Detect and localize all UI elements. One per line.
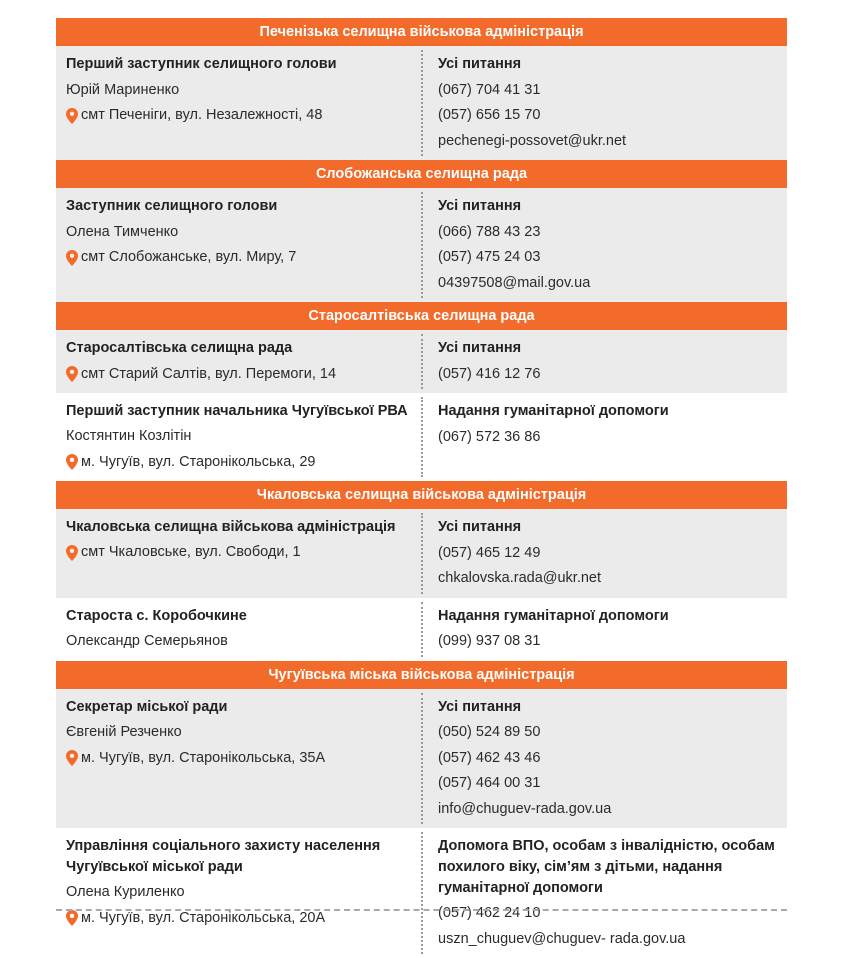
email[interactable]: pechenegi-possovet@ukr.net xyxy=(438,132,627,149)
contact-person xyxy=(56,46,422,160)
location-pin-icon xyxy=(66,250,78,266)
topic-title: Усі питання xyxy=(438,519,522,535)
contact-person xyxy=(56,509,422,598)
address-text: смт Старий Салтів, вул. Перемоги, 14 xyxy=(81,365,337,382)
contact-info xyxy=(422,509,787,598)
section-header: Старосалтівська селищна рада xyxy=(56,302,787,330)
position-title: Управління соціального захисту населення Чугуївської міської ради xyxy=(66,838,381,875)
person-name: Олена Куриленко xyxy=(66,884,185,900)
section-header: Чкаловська селищна військова адміністрація xyxy=(56,481,787,509)
position-title: Староста с. Коробочкине xyxy=(66,607,247,624)
email[interactable]: info@chuguev-rada.gov.ua xyxy=(438,800,612,817)
location-pin-icon xyxy=(66,366,78,382)
phone[interactable]: (057) 464 00 31 xyxy=(438,775,541,791)
contact-row xyxy=(56,188,787,302)
contact-person xyxy=(56,393,422,481)
contact-row xyxy=(56,46,787,160)
position-title: Перший заступник начальника Чугуївської РВА xyxy=(66,403,408,419)
address-text: м. Чугуїв, вул. Старонікольська, 20А xyxy=(81,909,326,926)
address xyxy=(66,362,422,388)
phone[interactable]: (057) 656 15 70 xyxy=(438,107,541,123)
phone[interactable]: (067) 704 41 31 xyxy=(438,81,541,98)
topic-title: Усі питання xyxy=(438,198,522,214)
phone[interactable]: (099) 937 08 31 xyxy=(438,633,541,649)
address-text: смт Печеніги, вул. Незалежності, 48 xyxy=(81,107,323,123)
contact-info xyxy=(422,393,787,481)
email[interactable]: uszn_chuguev@chuguev- rada.gov.ua xyxy=(438,930,686,947)
section-header: Чугуївська міська військова адміністрація xyxy=(56,661,787,689)
contact-info xyxy=(422,598,787,661)
phone[interactable]: (057) 465 12 49 xyxy=(438,544,541,561)
topic-title: Усі питання xyxy=(438,698,522,715)
topic-title: Допомога ВПО, особам з інвалідністю, особам похилого віку, сім’ям з дітьми, надання гуманітарної допомоги xyxy=(438,838,775,896)
contact-row xyxy=(56,689,787,829)
topic-title: Усі питання xyxy=(438,340,522,356)
contact-row xyxy=(56,598,787,661)
contact-info xyxy=(422,330,787,393)
contact-person xyxy=(56,598,422,661)
topic-title: Надання гуманітарної допомоги xyxy=(438,403,669,419)
location-pin-icon xyxy=(66,454,78,470)
contact-info xyxy=(422,188,787,302)
contact-info xyxy=(422,46,787,160)
email[interactable]: 04397508@mail.gov.ua xyxy=(438,274,591,291)
contact-person xyxy=(56,689,422,829)
contact-info xyxy=(422,828,787,958)
phone[interactable]: (057) 416 12 76 xyxy=(438,365,541,382)
location-pin-icon xyxy=(66,545,78,561)
contact-row xyxy=(56,509,787,598)
contact-person xyxy=(56,828,422,958)
phone[interactable]: (050) 524 89 50 xyxy=(438,724,541,740)
contact-person xyxy=(56,188,422,302)
position-title: Заступник селищного голови xyxy=(66,198,278,214)
address xyxy=(66,245,422,271)
address-text: смт Чкаловське, вул. Свободи, 1 xyxy=(81,544,301,560)
phone[interactable]: (066) 788 43 23 xyxy=(438,223,541,240)
phone[interactable]: (067) 572 36 86 xyxy=(438,428,541,445)
address xyxy=(66,746,422,772)
location-pin-icon xyxy=(66,750,78,766)
person-name: Євгеній Резченко xyxy=(66,724,182,740)
location-pin-icon xyxy=(66,108,78,124)
address-text: м. Чугуїв, вул. Старонікольська, 29 xyxy=(81,453,316,470)
address xyxy=(66,450,422,476)
email[interactable]: chkalovska.rada@ukr.net xyxy=(438,570,602,586)
location-pin-icon xyxy=(66,910,78,926)
person-name: Олександр Семерьянов xyxy=(66,633,228,649)
contact-row xyxy=(56,828,787,958)
person-name: Олена Тимченко xyxy=(66,223,179,240)
section-header: Печенізька селищна військова адміністрація xyxy=(56,18,787,46)
contact-person xyxy=(56,330,422,393)
bottom-divider xyxy=(56,909,787,911)
address xyxy=(66,103,422,129)
position-title: Перший заступник селищного голови xyxy=(66,56,337,72)
phone[interactable]: (057) 462 24 10 xyxy=(438,905,541,921)
contacts-directory xyxy=(56,18,787,958)
contact-row xyxy=(56,330,787,393)
contact-row xyxy=(56,393,787,481)
position-title: Старосалтівська селищна рада xyxy=(66,340,293,356)
phone[interactable]: (057) 475 24 03 xyxy=(438,249,541,265)
section-header: Слобожанська селищна рада xyxy=(56,160,787,188)
phone[interactable]: (057) 462 43 46 xyxy=(438,749,541,766)
address-text: смт Слобожанське, вул. Миру, 7 xyxy=(81,249,297,265)
topic-title: Надання гуманітарної допомоги xyxy=(438,607,669,624)
person-name: Костянтин Козлітін xyxy=(66,428,192,444)
address-text: м. Чугуїв, вул. Старонікольська, 35А xyxy=(81,749,326,766)
position-title: Секретар міської ради xyxy=(66,698,228,715)
position-title: Чкаловська селищна військова адміністрація xyxy=(66,519,396,535)
contact-info xyxy=(422,689,787,829)
person-name: Юрій Мариненко xyxy=(66,81,180,98)
topic-title: Усі питання xyxy=(438,56,522,72)
address xyxy=(66,540,422,566)
